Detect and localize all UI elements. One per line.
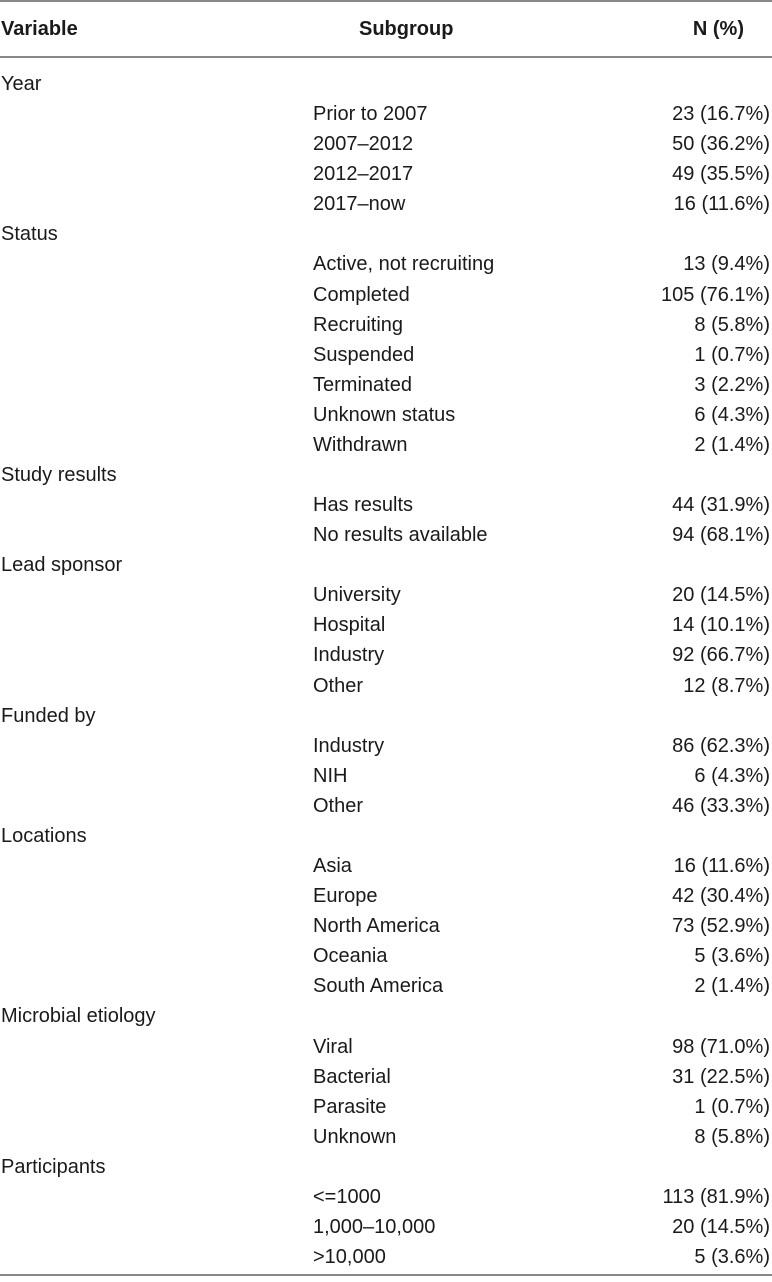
- table-row: [0, 1092, 772, 1122]
- table-row: [0, 881, 772, 911]
- cell-subgroup: Has results: [313, 494, 414, 517]
- cell-subgroup: Viral: [313, 1035, 353, 1058]
- table-row: [0, 189, 772, 219]
- cell-n-percent: 113 (81.9%): [662, 1185, 770, 1208]
- table-row: [0, 1062, 772, 1092]
- table-row: [0, 280, 772, 310]
- header-subgroup: Subgroup: [359, 18, 454, 40]
- cell-subgroup: NIH: [313, 764, 348, 787]
- cell-n-percent: 16 (11.6%): [673, 855, 770, 878]
- cell-subgroup: Asia: [313, 855, 352, 878]
- header-variable: Variable: [1, 18, 78, 40]
- cell-n-percent: 50 (36.2%): [672, 133, 770, 156]
- table-row: [0, 791, 772, 821]
- table-row: [0, 1152, 772, 1182]
- table-row: [0, 1122, 772, 1152]
- cell-n-percent: 105 (76.1%): [661, 283, 770, 306]
- cell-variable: Funded by: [1, 704, 96, 727]
- cell-subgroup: Bacterial: [313, 1065, 391, 1088]
- table-row: [0, 249, 772, 279]
- cell-variable: Status: [1, 223, 58, 246]
- bottom-rule: [0, 1274, 772, 1276]
- cell-subgroup: Completed: [313, 283, 410, 306]
- cell-n-percent: 20 (14.5%): [672, 1215, 770, 1238]
- table-row: [0, 911, 772, 941]
- cell-variable: Participants: [1, 1155, 106, 1178]
- table-row: [0, 640, 772, 670]
- cell-subgroup: 1,000–10,000: [313, 1215, 436, 1238]
- cell-n-percent: 14 (10.1%): [672, 614, 770, 637]
- cell-subgroup: North America: [313, 915, 440, 938]
- cell-subgroup: Withdrawn: [313, 433, 408, 456]
- cell-variable: Study results: [1, 464, 117, 487]
- cell-n-percent: 46 (33.3%): [672, 794, 770, 817]
- header-n-percent: N (%): [692, 18, 744, 40]
- cell-n-percent: 20 (14.5%): [672, 584, 770, 607]
- cell-subgroup: 2017–now: [313, 193, 406, 216]
- header-rule: [0, 56, 772, 58]
- cell-n-percent: 16 (11.6%): [673, 193, 770, 216]
- cell-variable: Year: [1, 73, 42, 95]
- table-row: [0, 580, 772, 610]
- table-row: [0, 430, 772, 460]
- cell-n-percent: 8 (5.8%): [694, 1125, 770, 1148]
- cell-subgroup: Other: [313, 674, 364, 697]
- cell-n-percent: 44 (31.9%): [672, 494, 770, 517]
- table-row: [0, 671, 772, 701]
- table-row: [0, 610, 772, 640]
- cell-subgroup: Parasite: [313, 1095, 387, 1118]
- cell-n-percent: 5 (3.6%): [694, 945, 770, 968]
- table-row: [0, 1212, 772, 1242]
- cell-subgroup: Prior to 2007: [313, 103, 428, 126]
- cell-n-percent: 13 (9.4%): [683, 253, 770, 276]
- cell-subgroup: South America: [313, 975, 444, 998]
- cell-n-percent: 98 (71.0%): [672, 1035, 770, 1058]
- cell-n-percent: 94 (68.1%): [672, 524, 770, 547]
- cell-n-percent: 86 (62.3%): [672, 734, 770, 757]
- cell-subgroup: Terminated: [313, 373, 412, 396]
- table-row: [0, 219, 772, 249]
- table-row: [0, 550, 772, 580]
- cell-variable: Lead sponsor: [1, 554, 123, 577]
- cell-n-percent: 2 (1.4%): [694, 433, 770, 456]
- table-row: [0, 1032, 772, 1062]
- cell-n-percent: 12 (8.7%): [683, 674, 770, 697]
- cell-variable: Microbial etiology: [1, 1005, 156, 1028]
- cell-n-percent: 49 (35.5%): [672, 163, 770, 186]
- table-row: [0, 971, 772, 1001]
- cell-subgroup: No results available: [313, 524, 488, 547]
- cell-subgroup: >10,000: [313, 1246, 386, 1269]
- table-row: [0, 370, 772, 400]
- cell-n-percent: 23 (16.7%): [672, 103, 770, 126]
- table-row: [0, 159, 772, 189]
- cell-n-percent: 5 (3.6%): [694, 1246, 770, 1269]
- cell-n-percent: 2 (1.4%): [694, 975, 770, 998]
- table-row: [0, 1001, 772, 1031]
- table-row: [0, 340, 772, 370]
- cell-subgroup: Suspended: [313, 343, 415, 366]
- cell-n-percent: 1 (0.7%): [694, 1095, 770, 1118]
- table-row: [0, 941, 772, 971]
- cell-n-percent: 92 (66.7%): [672, 644, 770, 667]
- table-header: [0, 14, 772, 46]
- table-row: [0, 129, 772, 159]
- table-row: [0, 99, 772, 129]
- cell-subgroup: Industry: [313, 734, 385, 757]
- table-row: [0, 821, 772, 851]
- cell-subgroup: Unknown status: [313, 403, 456, 426]
- cell-subgroup: Oceania: [313, 945, 388, 968]
- cell-subgroup: Industry: [313, 644, 385, 667]
- cell-n-percent: 6 (4.3%): [694, 403, 770, 426]
- cell-n-percent: 73 (52.9%): [672, 915, 770, 938]
- table-row: [0, 731, 772, 761]
- cell-subgroup: Hospital: [313, 614, 386, 637]
- cell-subgroup: University: [313, 584, 401, 607]
- top-rule: [0, 0, 772, 2]
- table-body: [0, 69, 772, 1272]
- cell-subgroup: Other: [313, 794, 364, 817]
- cell-n-percent: 6 (4.3%): [694, 764, 770, 787]
- cell-n-percent: 31 (22.5%): [672, 1065, 770, 1088]
- cell-subgroup: Europe: [313, 885, 378, 908]
- table-row: [0, 69, 772, 99]
- table-row: [0, 400, 772, 430]
- table-row: [0, 761, 772, 791]
- cell-n-percent: 8 (5.8%): [694, 313, 770, 336]
- table-row: [0, 490, 772, 520]
- table-row: [0, 310, 772, 340]
- cell-n-percent: 1 (0.7%): [694, 343, 770, 366]
- cell-subgroup: 2012–2017: [313, 163, 414, 186]
- cell-n-percent: 3 (2.2%): [694, 373, 770, 396]
- cell-subgroup: Recruiting: [313, 313, 404, 336]
- table-row: [0, 460, 772, 490]
- cell-variable: Locations: [1, 824, 87, 847]
- table-row: [0, 1182, 772, 1212]
- cell-subgroup: Unknown: [313, 1125, 397, 1148]
- table-row: [0, 520, 772, 550]
- table-row: [0, 1242, 772, 1272]
- cell-subgroup: <=1000: [313, 1185, 381, 1208]
- table-row: [0, 701, 772, 731]
- cell-subgroup: 2007–2012: [313, 133, 414, 156]
- cell-subgroup: Active, not recruiting: [313, 253, 495, 276]
- table-row: [0, 851, 772, 881]
- cell-n-percent: 42 (30.4%): [672, 885, 770, 908]
